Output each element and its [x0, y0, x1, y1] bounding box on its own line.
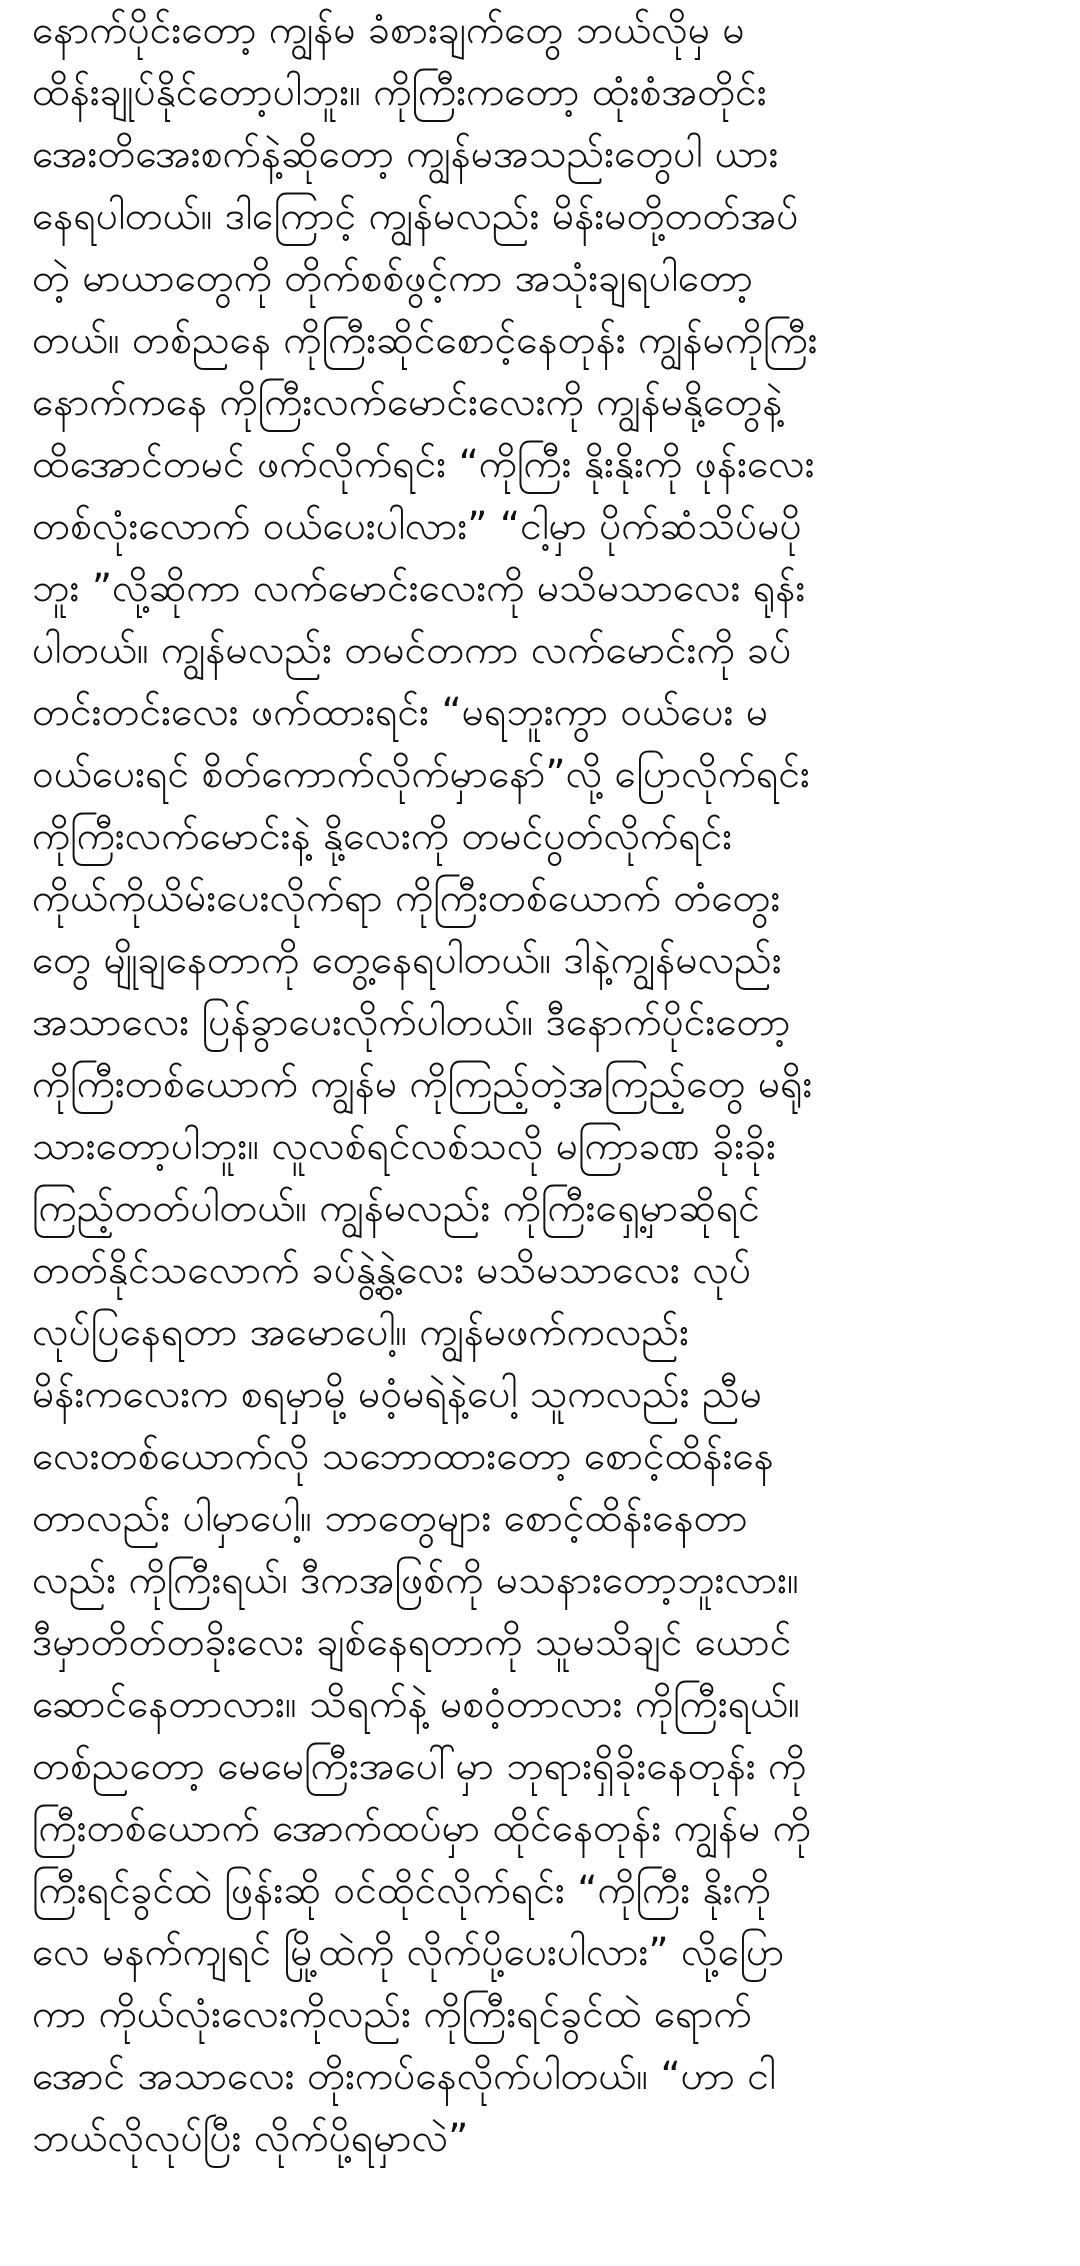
story-text-line: ဝယ်ပေးရင် စိတ်ကောက်လိုက်မှာနော်”လို့ ပြောလိုက်ရင်း: [32, 752, 810, 797]
story-text-line: ကာ ကိုယ်လုံးလေးကိုလည်း ကိုကြီးရင်ခွင်ထဲ ရောက်: [32, 1992, 752, 2037]
story-text-line: ထိအောင်တမင် ဖက်လိုက်ရင်း “ကိုကြီး နိုးနိုးကို ဖုန်းလေး: [32, 442, 815, 487]
story-text-line: ဆောင်နေတာလား။ သိရက်နဲ့ မစဝံ့တာလား ကိုကြီးရယ်။: [32, 1682, 800, 1727]
story-text-line: လေးတစ်ယောက်လို သဘောထားတော့ စောင့်ထိန်းနေ: [32, 1434, 774, 1479]
story-text-line: ကိုကြီးတစ်ယောက် ကျွန်မ ကိုကြည့်တဲ့အကြည့်တွေ မရိုး: [32, 1062, 813, 1107]
story-text-line: ဒီမှာတိတ်တခိုးလေး ချစ်နေရတာကို သူမသိချင် ယောင်: [32, 1620, 792, 1665]
story-text-line: နောက်ကနေ ကိုကြီးလက်မောင်းလေးကို ကျွန်မနို့တွေနဲ့: [32, 380, 783, 425]
story-text-line: ကိုကြီးလက်မောင်းနဲ့ နို့လေးကို တမင်ပွတ်လိုက်ရင်း: [32, 814, 733, 859]
story-text-line: ဘယ်လိုလုပ်ပြီး လိုက်ပို့ရမှာလဲ”: [32, 2116, 469, 2161]
story-text-line: တစ်လုံးလောက် ဝယ်ပေးပါလား” “ငါ့မှာ ပိုက်ဆံသိပ်မပို: [32, 504, 802, 549]
story-text-line: တဲ့ မာယာတွေကို တိုက်စစ်ဖွင့်ကာ အသုံးချရပါတော့: [32, 256, 753, 301]
story-text-line: ကိုယ်ကိုယိမ်းပေးလိုက်ရာ ကိုကြီးတစ်ယောက် တံတွေး: [32, 876, 781, 921]
story-text-line: တတ်နိုင်သလောက် ခပ်နွဲ့နွဲ့လေး မသိမသာလေး လုပ်: [32, 1248, 752, 1293]
story-text-line: ပါတယ်။ ကျွန်မလည်း တမင်တကာ လက်မောင်းကို ခပ်: [32, 628, 792, 673]
story-text-line: နောက်ပိုင်းတော့ ကျွန်မ ခံစားချက်တွေ ဘယ်လိုမှ မ: [32, 8, 745, 53]
story-text-line: အသာလေး ပြန်ခွာပေးလိုက်ပါတယ်။ ဒီနောက်ပိုင်းတော့: [32, 1000, 791, 1045]
story-text-line: လုပ်ပြနေရတာ အမောပေါ့။ ကျွန်မဖက်ကလည်း: [32, 1310, 689, 1355]
story-text-line: တယ်။ တစ်ညနေ ကိုကြီးဆိုင်စောင့်နေတုန်း ကျွန်မကိုကြီး: [32, 318, 818, 363]
story-text-line: ကြည့်တတ်ပါတယ်။ ကျွန်မလည်း ကိုကြီးရှေ့မှာဆိုရင်: [32, 1186, 760, 1231]
story-text-line: တွေ မျိုချနေတာကို တွေ့နေရပါတယ်။ ဒါနဲ့ကျွန်မလည်း: [32, 938, 782, 983]
story-text-line: တာလည်း ပါမှာပေါ့။ ဘာတွေများ စောင့်ထိန်းနေတာ: [32, 1496, 748, 1541]
story-text-line: မိန်းကလေးက စရမှာမို့ မဝံ့မရဲနဲ့ပေါ့ သူကလည်း ညီမ: [32, 1372, 763, 1417]
story-text-body: [32, 0, 1062, 2170]
story-text-line: အေးတိအေးစက်နဲ့ဆိုတော့ ကျွန်မအသည်းတွေပါ ယား: [32, 132, 779, 177]
story-text-line: တစ်ညတော့ မေမေကြီးအပေါ်မှာ ဘုရားရှိခိုးနေတုန်း ကို: [32, 1744, 807, 1789]
story-text-line: သားတော့ပါဘူး။ လူလစ်ရင်လစ်သလို မကြာခဏ ခိုးခိုး: [32, 1124, 777, 1169]
story-text-line: ကြီးတစ်ယောက် အောက်ထပ်မှာ ထိုင်နေတုန်း ကျွန်မ ကို: [32, 1806, 811, 1851]
story-text-line: နေရပါတယ်။ ဒါကြောင့် ကျွန်မလည်း မိန်းမတို့တတ်အပ်: [32, 194, 799, 239]
story-text-line: လည်း ကိုကြီးရယ်၊ ဒီကအဖြစ်ကို မသနားတော့ဘူးလား။: [32, 1558, 799, 1603]
story-text-line: လေ မနက်ကျရင် မြို့ထဲကို လိုက်ပို့ပေးပါလား” လို့ပြော: [32, 1930, 785, 1975]
story-text-line: ကြီးရင်ခွင်ထဲ ဖြန်းဆို ဝင်ထိုင်လိုက်ရင်း “ကိုကြီး နိုးကို: [32, 1868, 771, 1913]
story-text-line: ထိန်းချုပ်နိုင်တော့ပါဘူး။ ကိုကြီးကတော့ ထုံးစံအတိုင်း: [32, 70, 767, 115]
story-text-line: ဘူး ”လို့ဆိုကာ လက်မောင်းလေးကို မသိမသာလေး ရုန်း: [32, 566, 806, 611]
story-text-line: အောင် အသာလေး တိုးကပ်နေလိုက်ပါတယ်။ “ဟာ ငါ: [32, 2054, 776, 2099]
story-text-line: တင်းတင်းလေး ဖက်ထားရင်း “မရဘူးကွာ ဝယ်ပေး မ: [32, 690, 769, 735]
